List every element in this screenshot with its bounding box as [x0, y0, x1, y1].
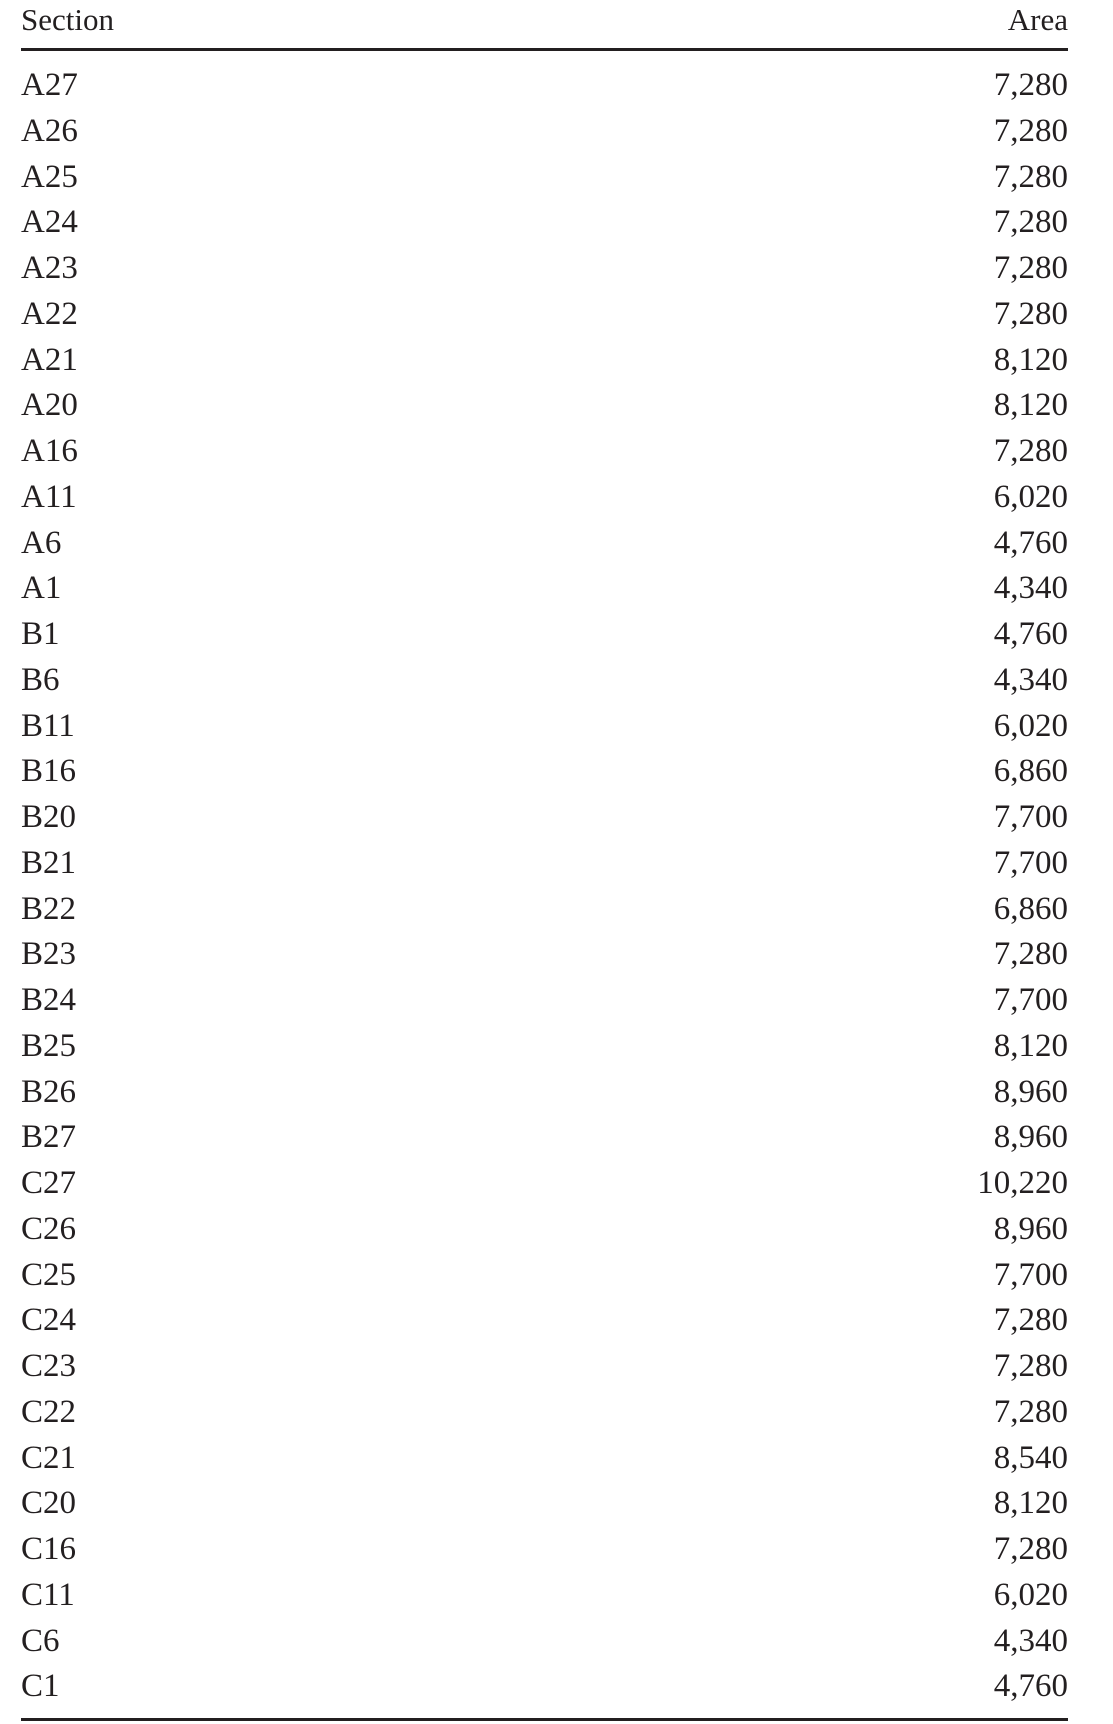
cell-area: 8,960: [993, 1073, 1068, 1110]
table-row: [21, 64, 1068, 110]
table-row: [21, 659, 1068, 705]
cell-section: B22: [21, 890, 77, 927]
table-row: [21, 1116, 1068, 1162]
cell-area: 7,280: [993, 1393, 1068, 1430]
cell-section: A27: [21, 67, 78, 103]
cell-area: 7,280: [993, 1302, 1068, 1339]
cell-area: 7,280: [993, 204, 1068, 241]
table-row: [21, 1528, 1068, 1574]
cell-section: C22: [21, 1393, 77, 1430]
cell-area: 10,220: [977, 1165, 1068, 1201]
cell-section: B16: [21, 753, 77, 790]
cell-area: 8,120: [993, 1027, 1068, 1064]
table-row: [21, 247, 1068, 293]
table-row: [21, 796, 1068, 842]
section-area-table: [21, 0, 1068, 1705]
table-row: [21, 156, 1068, 202]
table-row: [21, 1299, 1068, 1345]
cell-area: 4,340: [993, 1622, 1068, 1659]
cell-area: 8,120: [993, 1485, 1068, 1522]
cell-area: 7,280: [993, 936, 1068, 973]
cell-section: B21: [21, 844, 77, 881]
table-row: [21, 933, 1068, 979]
cell-area: 8,540: [993, 1439, 1068, 1476]
cell-section: B27: [21, 1119, 77, 1156]
cell-area: 6,020: [993, 1576, 1068, 1613]
table-row: [21, 430, 1068, 476]
cell-section: C24: [21, 1302, 77, 1339]
table-row: [21, 613, 1068, 659]
cell-section: B23: [21, 936, 77, 973]
table-row: [21, 1025, 1068, 1071]
cell-area: 6,020: [993, 707, 1068, 744]
table-body: [21, 64, 1068, 1711]
cell-area: 4,340: [993, 570, 1068, 607]
cell-area: 7,280: [993, 1348, 1068, 1384]
cell-section: A26: [21, 112, 78, 149]
table-row: [21, 888, 1068, 934]
cell-area: 8,960: [993, 1119, 1068, 1156]
table-row: [21, 1208, 1068, 1254]
cell-area: 7,700: [993, 982, 1068, 1018]
cell-area: 7,280: [993, 433, 1068, 469]
cell-section: B1: [21, 616, 60, 652]
table-row: [21, 1345, 1068, 1391]
cell-area: 7,280: [993, 112, 1068, 149]
cell-section: B20: [21, 799, 77, 835]
cell-section: B25: [21, 1027, 77, 1064]
cell-section: B26: [21, 1073, 77, 1110]
table-row: [21, 842, 1068, 888]
cell-section: C16: [21, 1531, 77, 1567]
cell-area: 8,120: [993, 341, 1068, 378]
cell-section: A1: [21, 570, 62, 607]
cell-area: 6,020: [993, 478, 1068, 515]
cell-section: A25: [21, 158, 78, 195]
cell-section: A24: [21, 204, 78, 241]
cell-section: A11: [21, 478, 77, 515]
table-row: [21, 1574, 1068, 1620]
cell-area: 7,280: [993, 158, 1068, 195]
table-row: [21, 750, 1068, 796]
cell-section: A6: [21, 524, 62, 561]
cell-section: C21: [21, 1439, 77, 1476]
bottom-rule: [21, 1718, 1068, 1721]
table-row: [21, 476, 1068, 522]
cell-section: C25: [21, 1256, 77, 1293]
cell-area: 4,340: [993, 661, 1068, 698]
cell-section: C1: [21, 1668, 60, 1705]
cell-area: 4,760: [993, 524, 1068, 561]
cell-area: 7,280: [993, 295, 1068, 332]
table-row: [21, 1482, 1068, 1528]
cell-area: 7,280: [993, 1531, 1068, 1567]
cell-section: A21: [21, 341, 78, 378]
cell-area: 4,760: [993, 1668, 1068, 1705]
cell-area: 7,280: [993, 250, 1068, 286]
cell-section: B6: [21, 661, 60, 698]
header-area: Area: [1007, 2, 1068, 37]
table-header-row: [21, 0, 1068, 50]
table-row: [21, 1162, 1068, 1208]
table-row: [21, 110, 1068, 156]
cell-section: A16: [21, 433, 78, 469]
cell-area: 6,860: [993, 890, 1068, 927]
cell-section: C27: [21, 1165, 77, 1201]
header-section: Section: [21, 2, 114, 37]
cell-section: C6: [21, 1622, 60, 1659]
cell-area: 4,760: [993, 616, 1068, 652]
table-row: [21, 522, 1068, 568]
table-row: [21, 705, 1068, 751]
cell-section: A20: [21, 387, 78, 424]
table-row: [21, 1437, 1068, 1483]
header-rule: [21, 48, 1068, 51]
table-row: [21, 339, 1068, 385]
table-row: [21, 201, 1068, 247]
cell-section: A23: [21, 250, 78, 286]
cell-section: C26: [21, 1210, 77, 1247]
cell-area: 7,700: [993, 844, 1068, 881]
cell-area: 7,700: [993, 1256, 1068, 1293]
table-row: [21, 384, 1068, 430]
table-row: [21, 293, 1068, 339]
table-row: [21, 1620, 1068, 1666]
cell-area: 7,700: [993, 799, 1068, 835]
table-row: [21, 1665, 1068, 1711]
table-row: [21, 979, 1068, 1025]
cell-section: C23: [21, 1348, 77, 1384]
cell-section: A22: [21, 295, 78, 332]
cell-section: B11: [21, 707, 75, 744]
cell-area: 7,280: [993, 67, 1068, 103]
table-row: [21, 1391, 1068, 1437]
cell-area: 6,860: [993, 753, 1068, 790]
table-row: [21, 1071, 1068, 1117]
table-row: [21, 567, 1068, 613]
table-row: [21, 1254, 1068, 1300]
cell-area: 8,120: [993, 387, 1068, 424]
cell-area: 8,960: [993, 1210, 1068, 1247]
cell-section: C11: [21, 1576, 75, 1613]
cell-section: B24: [21, 982, 77, 1018]
cell-section: C20: [21, 1485, 77, 1522]
